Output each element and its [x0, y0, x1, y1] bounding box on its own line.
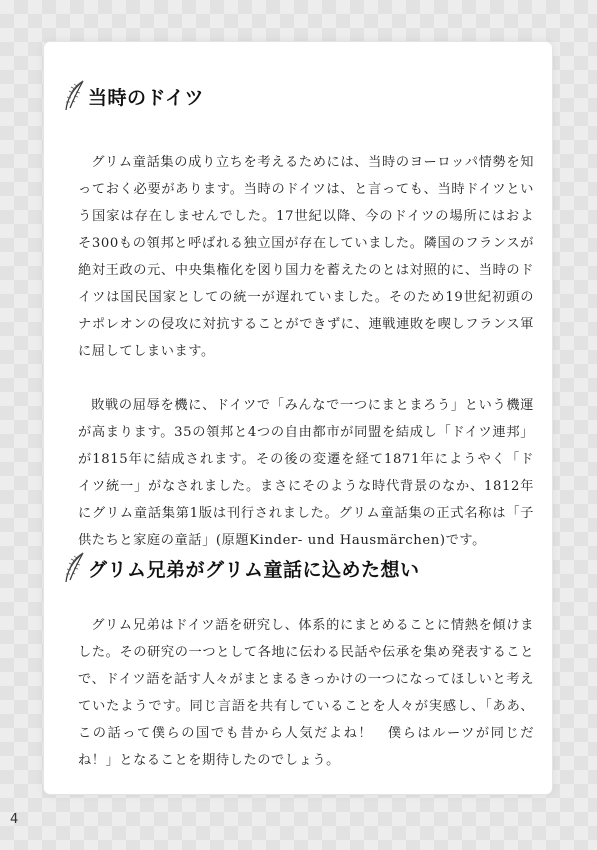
section-heading-2: [62, 550, 420, 584]
section-title: 当時のドイツ: [88, 87, 205, 109]
page-number: 4: [10, 812, 19, 827]
paragraph: 敗戦の屈辱を機に、ドイツで「みんなで一つにまとまろう」という機運が高まります。35の領邦と4つの自由都市が同盟を結成し「ドイツ連邦」が1815年に結成されます。その後の変遷を経て1871年にようやく「ドイツ統一」がなされました。まさにそのような時代背景のなか、1812年にグリム童話集第1版は刊行されました。グリム童話集の正式名称は「子供たちと家庭の童話」(原題Kinder- und Hausmärchen)です。: [78, 398, 534, 548]
section-title: グリム兄弟がグリム童話に込めた想い: [88, 559, 420, 581]
section-heading-1: [62, 78, 204, 112]
quill-ornament-icon: [62, 78, 86, 112]
paragraph: グリム兄弟はドイツ語を研究し、体系的にまとめることに情熱を傾けました。その研究の一つとして各地に伝わる民話や伝承を集め発表することで、ドイツ語を話す人々がまとまるきっかけの一つになってほしいと考えていたようです。同じ言語を共有していることを人々が実感し、「ああ、この話って僕らの国でも昔から人気だよね！ 僕らはルーツが同じだね！」となることを期待したのでしょう。: [78, 618, 534, 768]
paragraph: グリム童話集の成り立ちを考えるためには、当時のヨーロッパ情勢を知っておく必要があります。当時のドイツは、と言っても、当時ドイツという国家は存在しませんでした。17世紀以降、今のドイツの場所にはおよそ300もの領邦と呼ばれる独立国が存在していました。隣国のフランスが絶対王政の元、中央集権化を図り国力を蓄えたのとは対照的に、当時のドイツは国民国家としての統一が遅れていました。そのため19世紀初頭のナポレオンの侵攻に対抗することができずに、連戦連敗を喫しフランス軍に屈してしまいます。: [78, 155, 534, 359]
quill-ornament-icon: [62, 550, 86, 584]
